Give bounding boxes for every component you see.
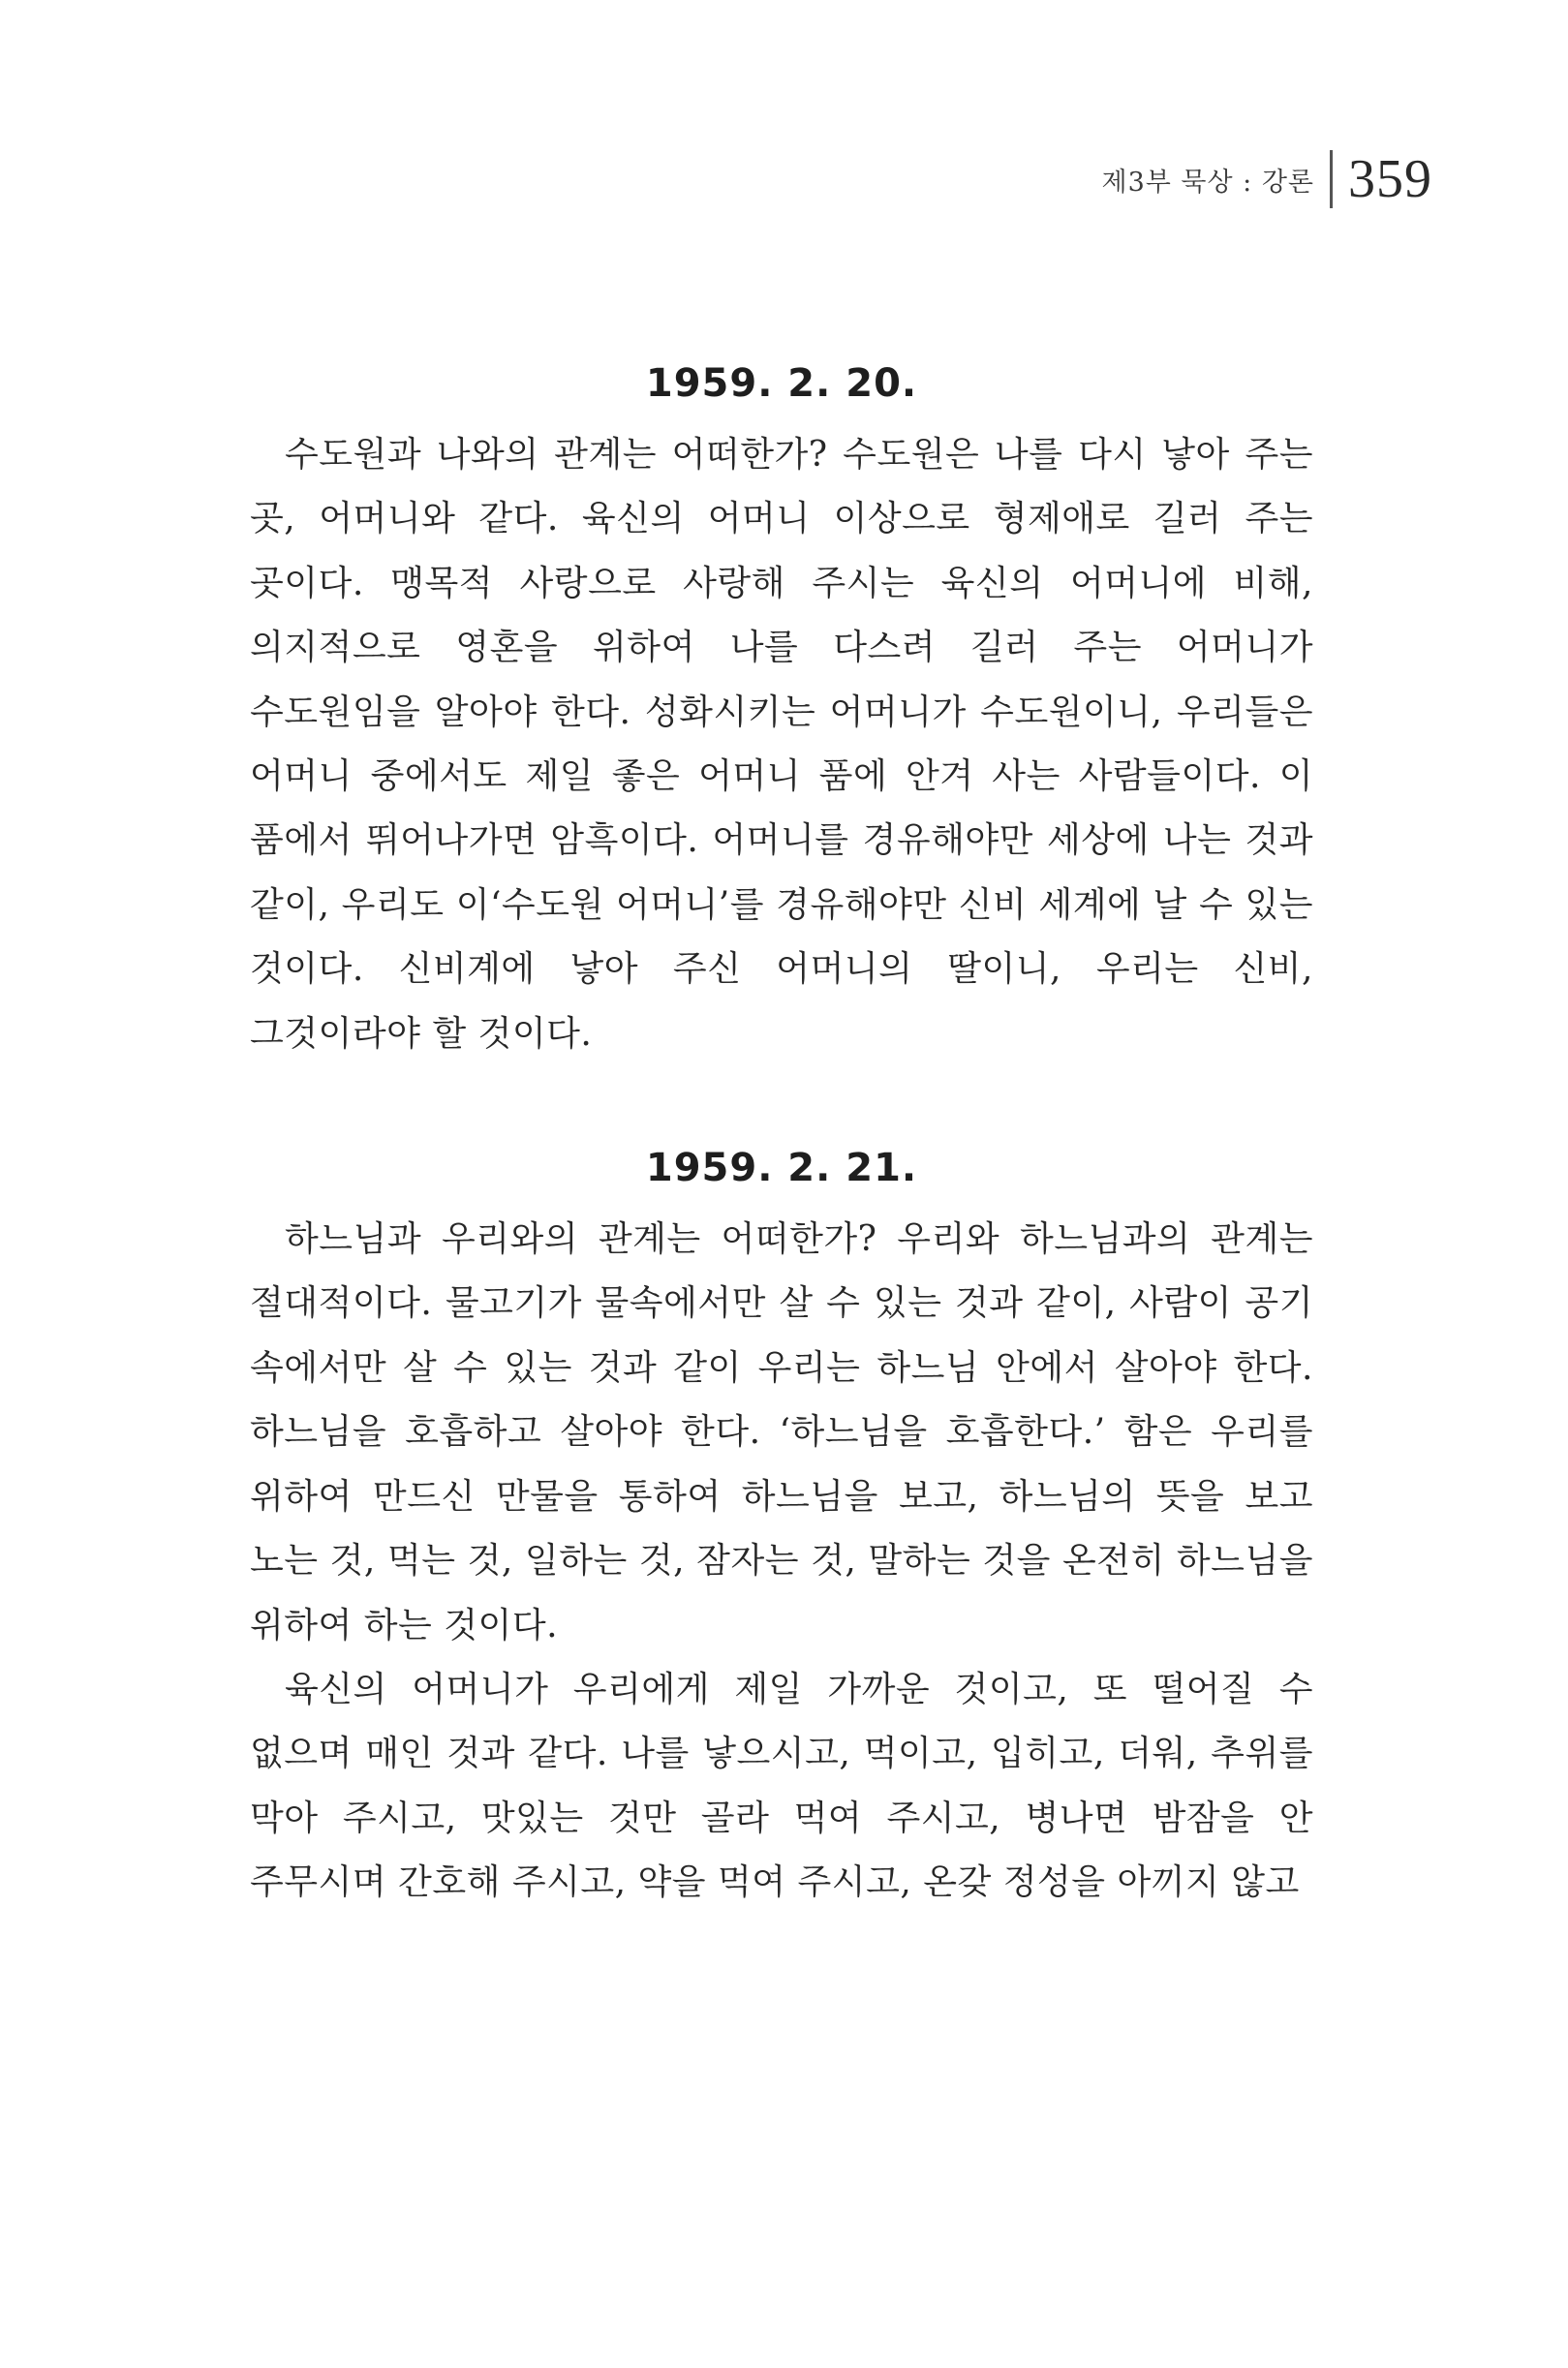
entry-paragraph: 육신의 어머니가 우리에게 제일 가까운 것이고, 또 떨어질 수 없으며 매인 것과 같다. 나를 낳으시고, 먹이고, 입히고, 더워, 추위를 막아 주시고, 맛있는 것만 골라 먹여 주시고, 병나면 밤잠을 안 주무시며 간호해 주시고, 약을 먹여 주시고, 온갖 정성을 아끼지 않고 (250, 1669, 1313, 1903)
diary-entry (250, 344, 1313, 1066)
running-header (1101, 140, 1432, 218)
entry-date: 1959. 2. 21. (645, 1146, 918, 1191)
entry-paragraph: 수도원과 나와의 관계는 어떠한가? 수도원은 나를 다시 낳아 주는 곳, 어머니와 같다. 육신의 어머니 이상으로 형제애로 길러 주는 곳이다. 맹목적 사랑으로 사랑해 주시는 육신의 어머니에 비해, 의지적으로 영혼을 위하여 나를 다스려 길러 주는 어머니가 수도원임을 알아야 한다. 성화시키는 어머니가 수도원이니, 우리들은 어머니 중에서도 제일 좋은 어머니 품에 안겨 사는 사람들이다. 이 품에서 뛰어나가면 암흑이다. 어머니를 경유해야만 세상에 나는 것과 같이, 우리도 이‘수도원 어머니’를 경유해야만 신비 세계에 날 수 있는 것이다. 신비계에 낳아 주신 어머니의 딸이니, 우리는 신비, 그것이라야 할 것이다. (250, 435, 1313, 1054)
diary-entry (250, 1128, 1313, 1915)
entry-date: 1959. 2. 20. (645, 361, 918, 406)
section-title: 제3부 묵상 : 강론 (1101, 167, 1314, 198)
page-number: 359 (1348, 149, 1432, 209)
diary-entries (250, 344, 1313, 1978)
entry-paragraph: 하느님과 우리와의 관계는 어떠한가? 우리와 하느님과의 관계는 절대적이다. 물고기가 물속에서만 살 수 있는 것과 같이, 사람이 공기 속에서만 살 수 있는 것과 같이 우리는 하느님 안에서 살아야 한다. 하느님을 호흡하고 살아야 한다. ‘하느님을 호흡한다.’ 함은 우리를 위하여 만드신 만물을 통하여 하느님을 보고, 하느님의 뜻을 보고 노는 것, 먹는 것, 일하는 것, 잠자는 것, 말하는 것을 온전히 하느님을 위하여 하는 것이다. (250, 1219, 1313, 1645)
header-divider (1330, 150, 1333, 208)
